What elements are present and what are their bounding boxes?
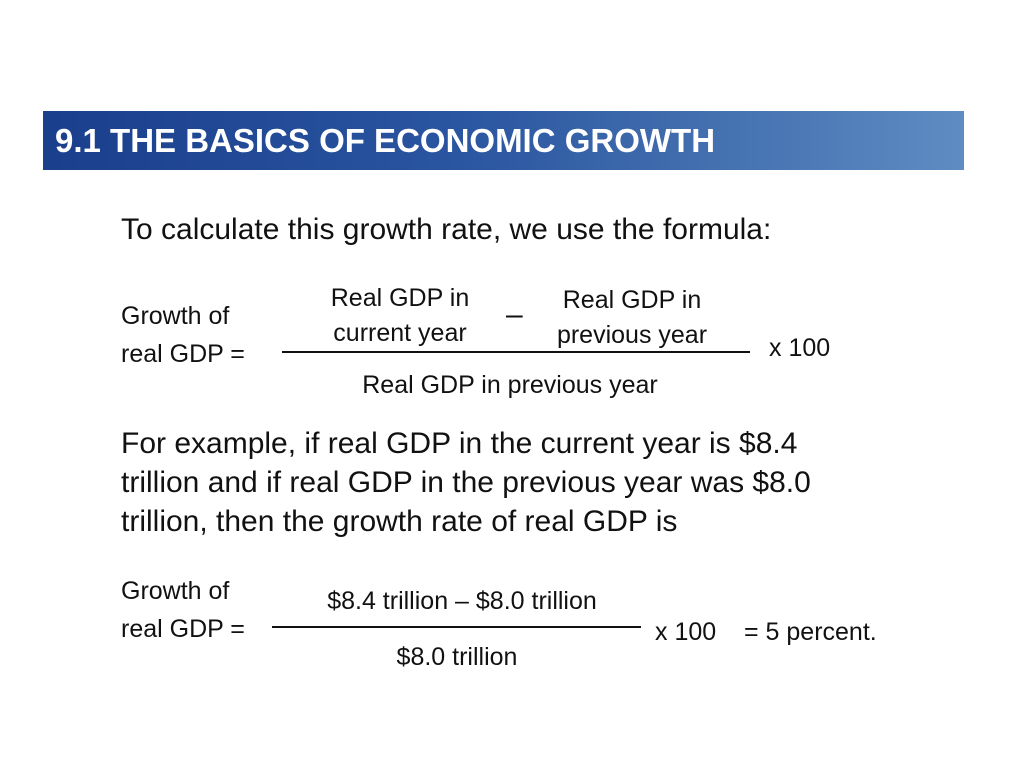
formula2-fraction-bar [272,626,641,628]
title-bar [43,111,964,170]
formula1-lhs-line2: real GDP = [121,340,245,368]
formula1-multiplier: x 100 [769,334,831,362]
example-line-2: trillion and if real GDP in the previous year was $8.0 [121,466,811,499]
example-paragraph [121,424,981,541]
minus-sign: – [506,298,523,331]
formula1-num-term1-line1: Real GDP in [330,284,470,312]
formula2-numerator: $8.4 trillion – $8.0 trillion [327,587,597,615]
formula2-lhs-line1: Growth of [121,577,230,605]
formula1-denominator: Real GDP in previous year [362,371,658,399]
formula2-lhs-line2: real GDP = [121,615,245,643]
example-line-1: For example, if real GDP in the current year is $8.4 [121,427,798,460]
formula2-result: = 5 percent. [744,618,877,646]
formula1-num-term2-line1: Real GDP in [562,286,702,314]
intro-text: To calculate this growth rate, we use the formula: [121,213,772,246]
formula1-num-term1-line2: current year [333,319,467,347]
slide-title: 9.1 THE BASICS OF ECONOMIC GROWTH [55,122,716,159]
formula1-lhs-line1: Growth of [121,302,230,330]
formula1-fraction-bar [282,351,750,353]
formula2-denominator: $8.0 trillion [396,643,518,671]
formula1-num-term2-line2: previous year [556,321,708,349]
formula2-multiplier: x 100 [655,618,717,646]
example-line-3: trillion, then the growth rate of real GDP is [121,505,678,538]
